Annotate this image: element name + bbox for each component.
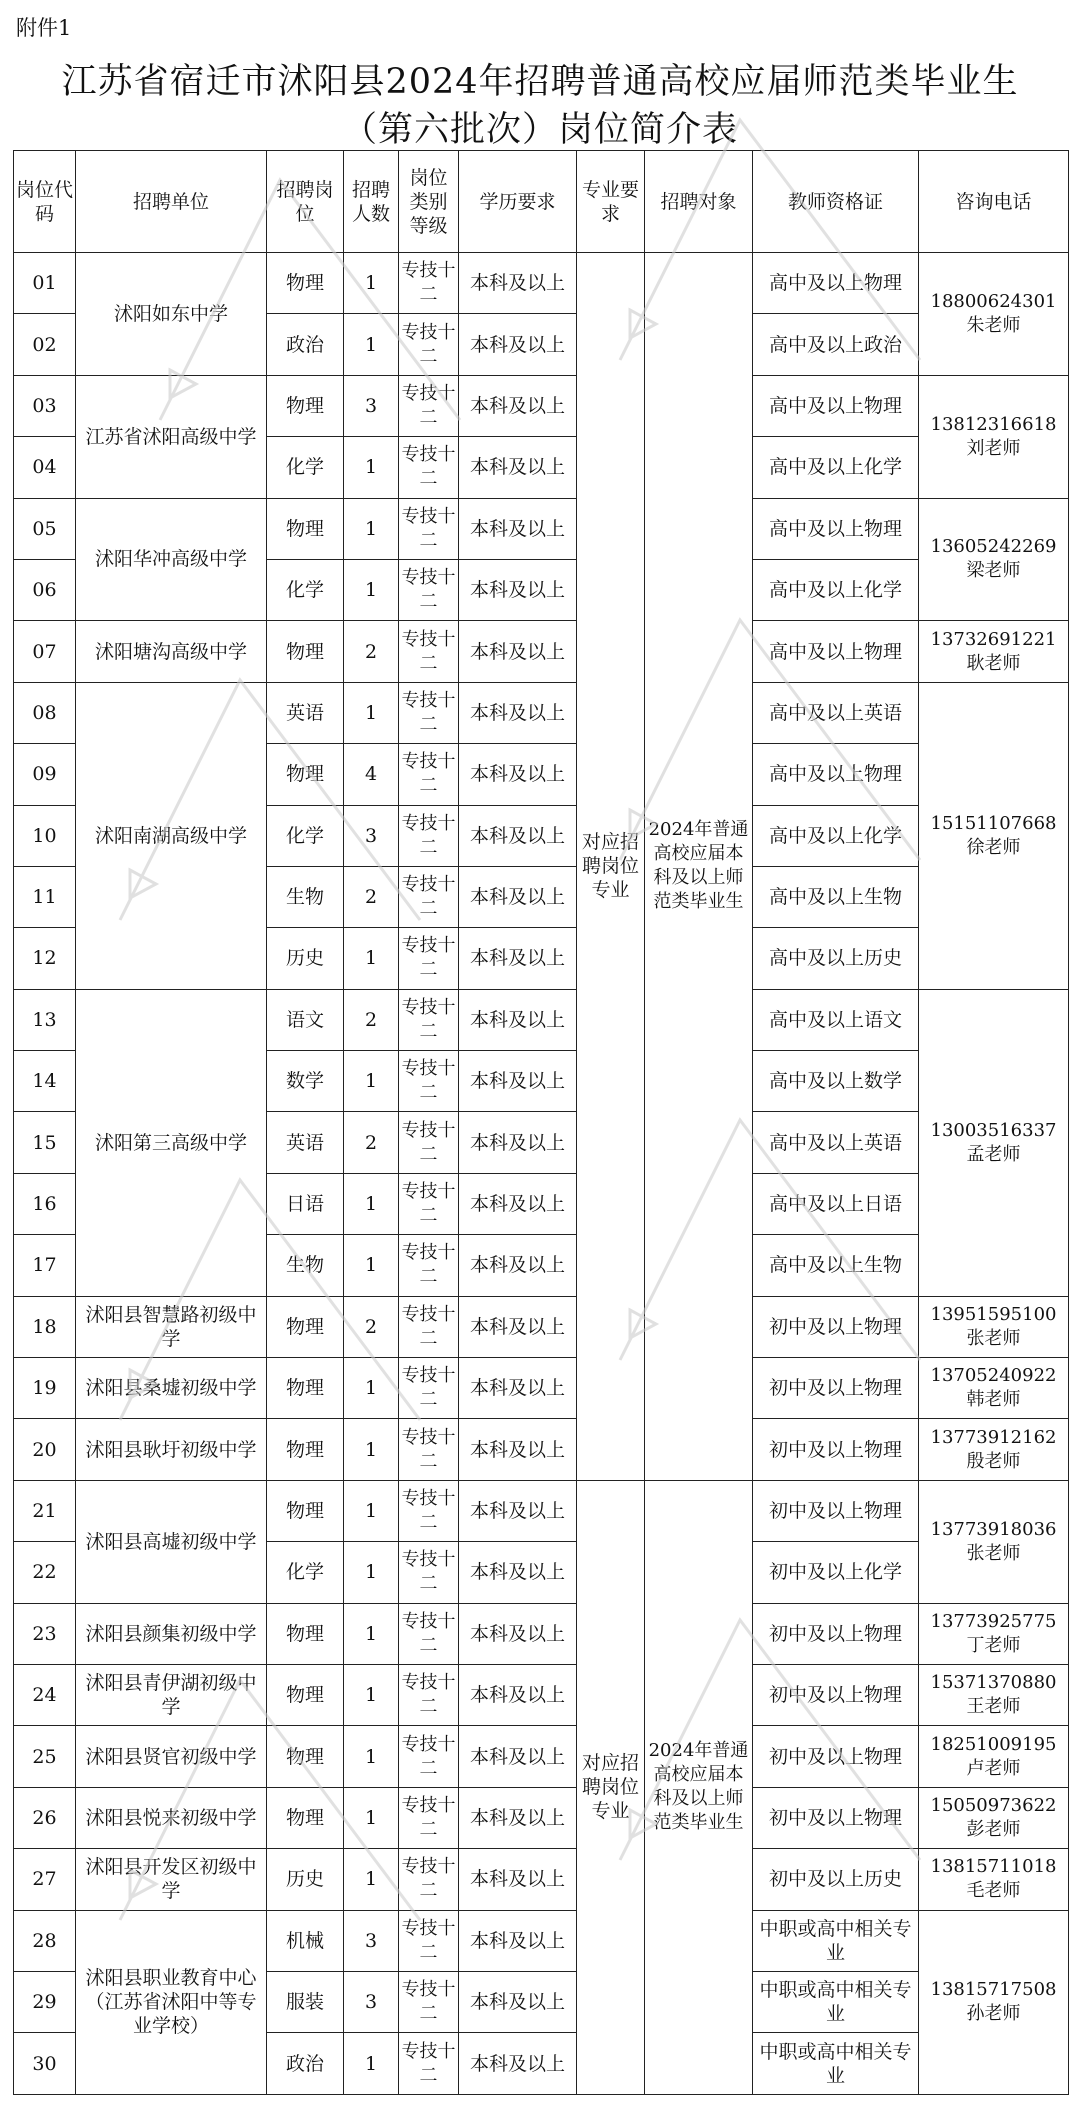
post-name: 物理 bbox=[267, 744, 344, 805]
table-header-row bbox=[14, 151, 1069, 253]
job-code: 21 bbox=[14, 1480, 76, 1541]
contact-cell bbox=[919, 498, 1069, 621]
hire-count: 1 bbox=[344, 437, 399, 498]
phone-number: 13732691221 bbox=[930, 628, 1057, 650]
education-req: 本科及以上 bbox=[459, 1603, 577, 1664]
table-row bbox=[14, 621, 1069, 682]
education-req: 本科及以上 bbox=[459, 1726, 577, 1787]
teacher-cert: 高中及以上日语 bbox=[753, 1173, 919, 1234]
post-level: 专技十二 bbox=[399, 437, 459, 498]
header-cert: 教师资格证 bbox=[753, 151, 919, 253]
post-level: 专技十二 bbox=[399, 1296, 459, 1357]
contact-name: 张老师 bbox=[966, 1327, 1021, 1349]
phone-number: 13773912162 bbox=[930, 1426, 1057, 1448]
post-level: 专技十二 bbox=[399, 1112, 459, 1173]
education-req: 本科及以上 bbox=[459, 1358, 577, 1419]
education-req: 本科及以上 bbox=[459, 253, 577, 314]
post-level: 专技十二 bbox=[399, 1358, 459, 1419]
header-post: 招聘岗位 bbox=[267, 151, 344, 253]
education-req: 本科及以上 bbox=[459, 805, 577, 866]
job-code: 03 bbox=[14, 375, 76, 436]
table-body bbox=[14, 253, 1069, 2095]
hire-count: 2 bbox=[344, 1296, 399, 1357]
post-level: 专技十二 bbox=[399, 744, 459, 805]
hiring-unit: 沭阳县贤官初级中学 bbox=[76, 1726, 267, 1787]
hiring-unit: 沭阳县高墟初级中学 bbox=[76, 1480, 267, 1603]
post-level: 专技十二 bbox=[399, 498, 459, 559]
education-req: 本科及以上 bbox=[459, 1664, 577, 1725]
table-row bbox=[14, 1726, 1069, 1787]
job-code: 06 bbox=[14, 559, 76, 620]
job-code: 01 bbox=[14, 253, 76, 314]
table-row bbox=[14, 1910, 1069, 1971]
post-level: 专技十二 bbox=[399, 1971, 459, 2032]
job-code: 24 bbox=[14, 1664, 76, 1725]
hiring-unit: 沭阳县颜集初级中学 bbox=[76, 1603, 267, 1664]
post-level: 专技十二 bbox=[399, 866, 459, 927]
contact-name: 孙老师 bbox=[966, 2003, 1021, 2025]
contact-name: 朱老师 bbox=[966, 314, 1021, 336]
hire-count: 1 bbox=[344, 1849, 399, 1910]
header-level: 岗位类别等级 bbox=[399, 151, 459, 253]
education-req: 本科及以上 bbox=[459, 744, 577, 805]
post-level: 专技十二 bbox=[399, 1419, 459, 1480]
contact-cell bbox=[919, 1419, 1069, 1480]
education-req: 本科及以上 bbox=[459, 1849, 577, 1910]
contact-name: 王老师 bbox=[966, 1696, 1021, 1718]
teacher-cert: 高中及以上英语 bbox=[753, 682, 919, 743]
contact-cell bbox=[919, 1787, 1069, 1848]
header-unit: 招聘单位 bbox=[76, 151, 267, 253]
job-code: 10 bbox=[14, 805, 76, 866]
education-req: 本科及以上 bbox=[459, 1235, 577, 1296]
post-level: 专技十二 bbox=[399, 314, 459, 375]
post-name: 物理 bbox=[267, 1296, 344, 1357]
hire-count: 1 bbox=[344, 253, 399, 314]
table-row bbox=[14, 682, 1069, 743]
doc-title-line2: （第六批次）岗位简介表 bbox=[341, 110, 738, 150]
teacher-cert: 高中及以上物理 bbox=[753, 253, 919, 314]
teacher-cert: 初中及以上物理 bbox=[753, 1726, 919, 1787]
teacher-cert: 初中及以上物理 bbox=[753, 1419, 919, 1480]
hire-count: 1 bbox=[344, 2033, 399, 2094]
contact-cell bbox=[919, 1726, 1069, 1787]
hiring-unit: 沭阳县智慧路初级中学 bbox=[76, 1296, 267, 1357]
post-name: 历史 bbox=[267, 928, 344, 989]
phone-number: 15151107668 bbox=[930, 812, 1057, 834]
teacher-cert: 初中及以上物理 bbox=[753, 1787, 919, 1848]
post-level: 专技十二 bbox=[399, 1603, 459, 1664]
post-name: 物理 bbox=[267, 1787, 344, 1848]
contact-cell bbox=[919, 989, 1069, 1296]
education-req: 本科及以上 bbox=[459, 928, 577, 989]
post-level: 专技十二 bbox=[399, 1726, 459, 1787]
education-req: 本科及以上 bbox=[459, 1296, 577, 1357]
phone-number: 15050973622 bbox=[930, 1794, 1057, 1816]
education-req: 本科及以上 bbox=[459, 498, 577, 559]
teacher-cert: 高中及以上物理 bbox=[753, 744, 919, 805]
phone-number: 13812316618 bbox=[930, 413, 1057, 435]
teacher-cert: 初中及以上化学 bbox=[753, 1542, 919, 1603]
contact-name: 毛老师 bbox=[966, 1880, 1021, 1902]
contact-cell bbox=[919, 1603, 1069, 1664]
job-code: 19 bbox=[14, 1358, 76, 1419]
hire-count: 1 bbox=[344, 1235, 399, 1296]
education-req: 本科及以上 bbox=[459, 2033, 577, 2094]
phone-number: 18251009195 bbox=[930, 1733, 1057, 1755]
job-code: 04 bbox=[14, 437, 76, 498]
education-req: 本科及以上 bbox=[459, 989, 577, 1050]
job-code: 12 bbox=[14, 928, 76, 989]
table-row bbox=[14, 1419, 1069, 1480]
teacher-cert: 高中及以上英语 bbox=[753, 1112, 919, 1173]
hiring-unit: 沭阳南湖高级中学 bbox=[76, 682, 267, 989]
contact-cell bbox=[919, 621, 1069, 682]
hire-count: 2 bbox=[344, 621, 399, 682]
hire-count: 1 bbox=[344, 559, 399, 620]
post-level: 专技十二 bbox=[399, 1664, 459, 1725]
hire-count: 4 bbox=[344, 744, 399, 805]
post-name: 生物 bbox=[267, 866, 344, 927]
hire-count: 2 bbox=[344, 989, 399, 1050]
job-code: 29 bbox=[14, 1971, 76, 2032]
phone-number: 13951595100 bbox=[930, 1303, 1057, 1325]
post-level: 专技十二 bbox=[399, 375, 459, 436]
hiring-unit: 沭阳县开发区初级中学 bbox=[76, 1849, 267, 1910]
hiring-unit: 沭阳第三高级中学 bbox=[76, 989, 267, 1296]
doc-title-line1: 江苏省宿迁市沭阳县2024年招聘普通高校应届师范类毕业生 bbox=[61, 62, 1019, 102]
phone-number: 15371370880 bbox=[930, 1672, 1057, 1694]
post-level: 专技十二 bbox=[399, 1787, 459, 1848]
hire-count: 2 bbox=[344, 1112, 399, 1173]
post-name: 物理 bbox=[267, 1419, 344, 1480]
phone-number: 13815711018 bbox=[930, 1856, 1057, 1878]
post-level: 专技十二 bbox=[399, 682, 459, 743]
hiring-unit: 沭阳县悦来初级中学 bbox=[76, 1787, 267, 1848]
table-row bbox=[14, 1787, 1069, 1848]
education-req: 本科及以上 bbox=[459, 682, 577, 743]
table-row bbox=[14, 1664, 1069, 1725]
job-code: 22 bbox=[14, 1542, 76, 1603]
teacher-cert: 高中及以上生物 bbox=[753, 1235, 919, 1296]
hiring-unit: 沭阳县耿圩初级中学 bbox=[76, 1419, 267, 1480]
hire-count: 1 bbox=[344, 1358, 399, 1419]
contact-cell bbox=[919, 1480, 1069, 1603]
contact-name: 耿老师 bbox=[966, 652, 1021, 674]
table-row bbox=[14, 1849, 1069, 1910]
teacher-cert: 高中及以上化学 bbox=[753, 805, 919, 866]
hiring-unit: 江苏省沭阳高级中学 bbox=[76, 375, 267, 498]
post-level: 专技十二 bbox=[399, 989, 459, 1050]
post-name: 政治 bbox=[267, 314, 344, 375]
job-code: 09 bbox=[14, 744, 76, 805]
post-level: 专技十二 bbox=[399, 1849, 459, 1910]
teacher-cert: 初中及以上物理 bbox=[753, 1358, 919, 1419]
teacher-cert: 高中及以上语文 bbox=[753, 989, 919, 1050]
teacher-cert: 初中及以上物理 bbox=[753, 1603, 919, 1664]
job-code: 07 bbox=[14, 621, 76, 682]
post-name: 化学 bbox=[267, 559, 344, 620]
contact-name: 张老师 bbox=[966, 1542, 1021, 1564]
post-name: 服装 bbox=[267, 1971, 344, 2032]
contact-name: 卢老师 bbox=[966, 1757, 1021, 1779]
post-level: 专技十二 bbox=[399, 805, 459, 866]
post-name: 物理 bbox=[267, 621, 344, 682]
teacher-cert: 高中及以上物理 bbox=[753, 621, 919, 682]
post-level: 专技十二 bbox=[399, 1542, 459, 1603]
hire-count: 3 bbox=[344, 1910, 399, 1971]
education-req: 本科及以上 bbox=[459, 1419, 577, 1480]
education-req: 本科及以上 bbox=[459, 1787, 577, 1848]
post-name: 物理 bbox=[267, 1726, 344, 1787]
post-level: 专技十二 bbox=[399, 1051, 459, 1112]
contact-name: 刘老师 bbox=[966, 437, 1021, 459]
contact-cell bbox=[919, 1849, 1069, 1910]
contact-cell bbox=[919, 375, 1069, 498]
job-code: 18 bbox=[14, 1296, 76, 1357]
post-level: 专技十二 bbox=[399, 1235, 459, 1296]
annex-label: 附件1 bbox=[16, 16, 72, 40]
hire-count: 3 bbox=[344, 375, 399, 436]
teacher-cert: 高中及以上物理 bbox=[753, 375, 919, 436]
teacher-cert: 高中及以上数学 bbox=[753, 1051, 919, 1112]
header-major: 专业要求 bbox=[577, 151, 645, 253]
hire-count: 1 bbox=[344, 498, 399, 559]
major-req: 对应招聘岗位专业 bbox=[577, 1480, 645, 2094]
education-req: 本科及以上 bbox=[459, 866, 577, 927]
contact-name: 梁老师 bbox=[966, 560, 1021, 582]
phone-number: 13003516337 bbox=[930, 1119, 1057, 1141]
contact-name: 彭老师 bbox=[966, 1818, 1021, 1840]
hiring-unit: 沭阳县青伊湖初级中学 bbox=[76, 1664, 267, 1725]
hire-count: 1 bbox=[344, 1173, 399, 1234]
teacher-cert: 高中及以上化学 bbox=[753, 437, 919, 498]
teacher-cert: 高中及以上化学 bbox=[753, 559, 919, 620]
education-req: 本科及以上 bbox=[459, 375, 577, 436]
job-code: 25 bbox=[14, 1726, 76, 1787]
job-code: 20 bbox=[14, 1419, 76, 1480]
post-name: 英语 bbox=[267, 1112, 344, 1173]
post-level: 专技十二 bbox=[399, 2033, 459, 2094]
post-name: 英语 bbox=[267, 682, 344, 743]
job-code: 23 bbox=[14, 1603, 76, 1664]
table-row bbox=[14, 1296, 1069, 1357]
job-code: 08 bbox=[14, 682, 76, 743]
teacher-cert: 初中及以上物理 bbox=[753, 1480, 919, 1541]
post-name: 物理 bbox=[267, 375, 344, 436]
education-req: 本科及以上 bbox=[459, 1173, 577, 1234]
phone-number: 13815717508 bbox=[930, 1979, 1057, 2001]
education-req: 本科及以上 bbox=[459, 1971, 577, 2032]
phone-number: 13773918036 bbox=[930, 1518, 1057, 1540]
education-req: 本科及以上 bbox=[459, 559, 577, 620]
teacher-cert: 初中及以上物理 bbox=[753, 1296, 919, 1357]
post-level: 专技十二 bbox=[399, 1910, 459, 1971]
table-row bbox=[14, 1603, 1069, 1664]
teacher-cert: 中职或高中相关专业 bbox=[753, 1910, 919, 1971]
education-req: 本科及以上 bbox=[459, 621, 577, 682]
education-req: 本科及以上 bbox=[459, 1112, 577, 1173]
post-name: 化学 bbox=[267, 1542, 344, 1603]
job-code: 17 bbox=[14, 1235, 76, 1296]
phone-number: 18800624301 bbox=[930, 290, 1057, 312]
table-row bbox=[14, 498, 1069, 559]
teacher-cert: 高中及以上生物 bbox=[753, 866, 919, 927]
post-level: 专技十二 bbox=[399, 559, 459, 620]
post-name: 日语 bbox=[267, 1173, 344, 1234]
post-name: 生物 bbox=[267, 1235, 344, 1296]
job-code: 26 bbox=[14, 1787, 76, 1848]
education-req: 本科及以上 bbox=[459, 314, 577, 375]
hire-count: 3 bbox=[344, 1971, 399, 2032]
job-code: 13 bbox=[14, 989, 76, 1050]
education-req: 本科及以上 bbox=[459, 1542, 577, 1603]
job-code: 02 bbox=[14, 314, 76, 375]
job-code: 28 bbox=[14, 1910, 76, 1971]
contact-cell bbox=[919, 1910, 1069, 2094]
post-name: 历史 bbox=[267, 1849, 344, 1910]
post-name: 化学 bbox=[267, 437, 344, 498]
contact-name: 韩老师 bbox=[966, 1389, 1021, 1411]
hiring-target: 2024年普通高校应届本科及以上师范类毕业生 bbox=[645, 1480, 753, 2094]
hiring-unit: 沭阳县桑墟初级中学 bbox=[76, 1358, 267, 1419]
job-code: 15 bbox=[14, 1112, 76, 1173]
post-level: 专技十二 bbox=[399, 928, 459, 989]
hiring-target: 2024年普通高校应届本科及以上师范类毕业生 bbox=[645, 253, 753, 1481]
header-count: 招聘人数 bbox=[344, 151, 399, 253]
post-name: 机械 bbox=[267, 1910, 344, 1971]
hire-count: 1 bbox=[344, 1664, 399, 1725]
hiring-unit: 沭阳华冲高级中学 bbox=[76, 498, 267, 621]
post-level: 专技十二 bbox=[399, 253, 459, 314]
education-req: 本科及以上 bbox=[459, 1480, 577, 1541]
post-name: 物理 bbox=[267, 1664, 344, 1725]
table-row bbox=[14, 1358, 1069, 1419]
contact-name: 徐老师 bbox=[966, 836, 1021, 858]
hire-count: 1 bbox=[344, 1480, 399, 1541]
phone-number: 13773925775 bbox=[930, 1610, 1057, 1632]
contact-cell bbox=[919, 253, 1069, 376]
post-name: 物理 bbox=[267, 1603, 344, 1664]
contact-name: 丁老师 bbox=[966, 1634, 1021, 1656]
post-name: 数学 bbox=[267, 1051, 344, 1112]
teacher-cert: 高中及以上物理 bbox=[753, 498, 919, 559]
post-name: 物理 bbox=[267, 1358, 344, 1419]
post-name: 物理 bbox=[267, 253, 344, 314]
hire-count: 1 bbox=[344, 1726, 399, 1787]
post-name: 语文 bbox=[267, 989, 344, 1050]
hire-count: 3 bbox=[344, 805, 399, 866]
post-name: 化学 bbox=[267, 805, 344, 866]
table-row bbox=[14, 375, 1069, 436]
hire-count: 1 bbox=[344, 1603, 399, 1664]
teacher-cert: 中职或高中相关专业 bbox=[753, 1971, 919, 2032]
hire-count: 1 bbox=[344, 314, 399, 375]
table-row bbox=[14, 989, 1069, 1050]
job-code: 30 bbox=[14, 2033, 76, 2094]
hire-count: 1 bbox=[344, 1419, 399, 1480]
job-code: 27 bbox=[14, 1849, 76, 1910]
job-code: 05 bbox=[14, 498, 76, 559]
header-phone: 咨询电话 bbox=[919, 151, 1069, 253]
post-level: 专技十二 bbox=[399, 621, 459, 682]
job-code: 11 bbox=[14, 866, 76, 927]
header-target: 招聘对象 bbox=[645, 151, 753, 253]
teacher-cert: 高中及以上政治 bbox=[753, 314, 919, 375]
phone-number: 13705240922 bbox=[930, 1365, 1057, 1387]
post-name: 物理 bbox=[267, 1480, 344, 1541]
header-code: 岗位代码 bbox=[14, 151, 76, 253]
teacher-cert: 初中及以上历史 bbox=[753, 1849, 919, 1910]
phone-number: 13605242269 bbox=[930, 536, 1057, 558]
job-code: 16 bbox=[14, 1173, 76, 1234]
teacher-cert: 中职或高中相关专业 bbox=[753, 2033, 919, 2094]
job-table bbox=[13, 150, 1069, 2095]
major-req: 对应招聘岗位专业 bbox=[577, 253, 645, 1481]
hire-count: 1 bbox=[344, 682, 399, 743]
contact-cell bbox=[919, 682, 1069, 989]
table-row bbox=[14, 253, 1069, 314]
education-req: 本科及以上 bbox=[459, 1051, 577, 1112]
hiring-unit: 沭阳如东中学 bbox=[76, 253, 267, 376]
post-name: 物理 bbox=[267, 498, 344, 559]
job-code: 14 bbox=[14, 1051, 76, 1112]
hire-count: 2 bbox=[344, 866, 399, 927]
contact-cell bbox=[919, 1358, 1069, 1419]
table-row bbox=[14, 1480, 1069, 1541]
teacher-cert: 初中及以上物理 bbox=[753, 1664, 919, 1725]
post-name: 政治 bbox=[267, 2033, 344, 2094]
post-level: 专技十二 bbox=[399, 1173, 459, 1234]
hire-count: 1 bbox=[344, 928, 399, 989]
contact-cell bbox=[919, 1664, 1069, 1725]
contact-name: 殷老师 bbox=[966, 1450, 1021, 1472]
hire-count: 1 bbox=[344, 1051, 399, 1112]
education-req: 本科及以上 bbox=[459, 437, 577, 498]
hiring-unit: 沭阳塘沟高级中学 bbox=[76, 621, 267, 682]
teacher-cert: 高中及以上历史 bbox=[753, 928, 919, 989]
contact-cell bbox=[919, 1296, 1069, 1357]
hire-count: 1 bbox=[344, 1542, 399, 1603]
header-education: 学历要求 bbox=[459, 151, 577, 253]
hire-count: 1 bbox=[344, 1787, 399, 1848]
contact-name: 孟老师 bbox=[966, 1143, 1021, 1165]
education-req: 本科及以上 bbox=[459, 1910, 577, 1971]
hiring-unit: 沭阳县职业教育中心（江苏省沭阳中等专业学校） bbox=[76, 1910, 267, 2094]
post-level: 专技十二 bbox=[399, 1480, 459, 1541]
